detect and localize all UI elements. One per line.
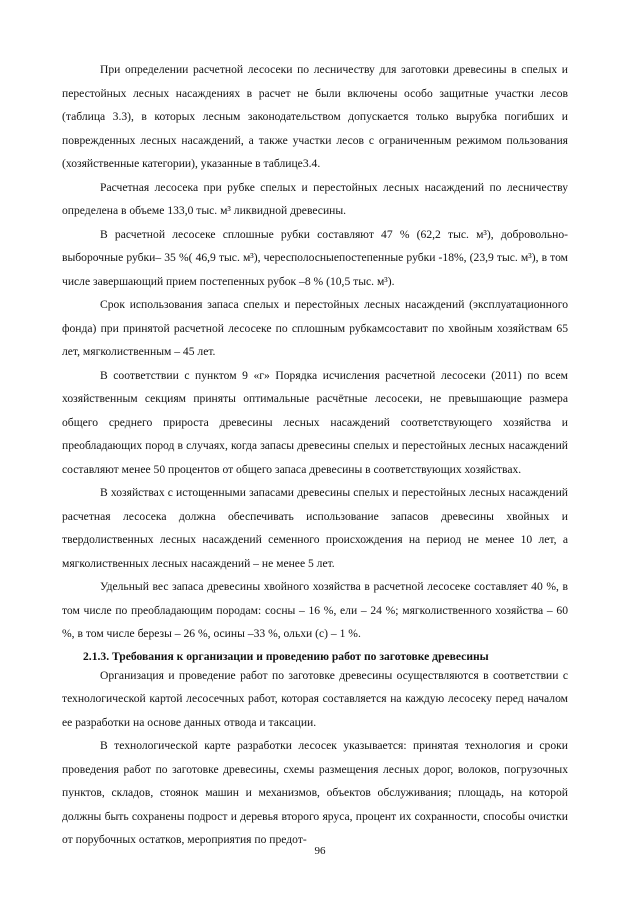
- document-page: [62, 58, 568, 852]
- paragraph-annual-cut-volume: Расчетная лесосека при рубке спелых и перестойных лесных насаждений по лесничеству определена в объеме 133,0 тыс. м³ ликвидной древесины.: [62, 180, 568, 217]
- page-number: 96: [314, 845, 326, 857]
- paragraph-cutting-area-calculation: При определении расчетной лесосеки по лесничеству для заготовки древесины в спелых и перестойных лесных насаждениях в расчет не были включены особо защитные участки лесов (таблица 3.3), в которых лесным законодательством допускается только вырубка погибших и поврежденных лесных насаждений, а также участки лесов с ограниченным режимом пользования (хозяйственные категории), указанные в таблице3.4.: [62, 63, 568, 170]
- paragraph-optimal-cutting-areas: В соответствии с пунктом 9 «г» Порядка исчисления расчетной лесосеки (2011) по всем хозяйственным секциям приняты оптимальные расчётные лесосеки, не превышающие размера общего среднего прироста древесины лесных насаждений соответствующего хозяйства и преобладающих пород в случаях, когда запасы древесины спелых и перестойных лесных насаждений составляют менее 50 процентов от общего запаса древесины в соответствующих хозяйствах.: [62, 368, 568, 476]
- section-heading: 2.1.3. Требования к организации и проведению работ по заготовке древесины: [83, 649, 489, 663]
- paragraph-depleted-stocks: В хозяйствах с истощенными запасами древесины спелых и перестойных лесных насаждений расчетная лесосека должна обеспечивать использование запасов древесины хвойных и твердолиственных лесных насаждений семенного происхождения на период не менее 10 лет, а мягколиственных лесных насаждений – не менее 5 лет.: [62, 486, 568, 570]
- paragraph-species-share: Удельный вес запаса древесины хвойного хозяйства в расчетной лесосеке составляет 40 %, в том числе по преобладающим породам: сосны – 16 %, ели – 24 %; мягколиственного хозяйства – 60 %, в том числе березы – 26 %, осины –33 %, ольхи (с) – 1 %.: [62, 580, 568, 640]
- paragraph-technology-map-contents: В технологической карте разработки лесосек указывается: принятая технология и сроки проведения работ по заготовке древесины, схемы размещения лесных дорог, волоков, погрузочных пунктов, складов, стоянок машин и механизмов, объектов обслуживания; площадь, на которой должны быть сохранены подрост и деревья второго яруса, процент их сохранности, способы очистки от порубочных остатков, мероприятия по предот-: [62, 739, 568, 846]
- paragraph-technology-map: Организация и проведение работ по заготовке древесины осуществляются в соответствии с технологической картой лесосечных работ, которая составляется на каждую лесосеку перед началом ее разработки на основе данных отвода и таксации.: [62, 668, 568, 729]
- paragraph-usage-term: Срок использования запаса спелых и перестойных лесных насаждений (эксплуатационного фонда) при принятой расчетной лесосеке по сплошным рубкамсоставит по хвойным хозяйствам 65 лет, мягколиственным – 45 лет.: [62, 298, 568, 358]
- paragraph-felling-types: В расчетной лесосеке сплошные рубки составляют 47 % (62,2 тыс. м³), добровольно-выборочные рубки– 35 %( 46,9 тыс. м³), чересполосныепостепенные рубки -18%, (23,9 тыс. м³), в том числе завершающий прием постепенных рубок –8 % (10,5 тыс. м³).: [62, 227, 568, 288]
